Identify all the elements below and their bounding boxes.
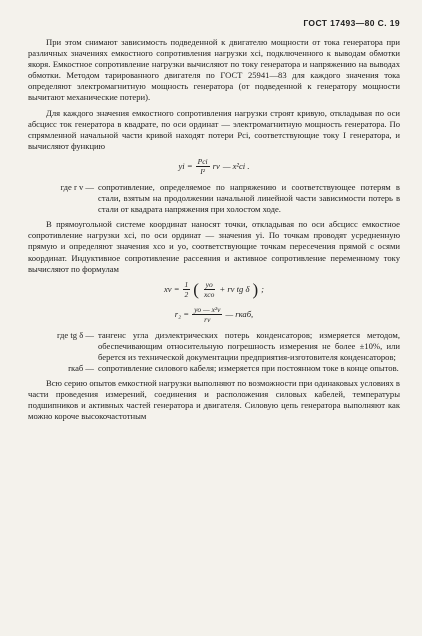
formula-xv-inner-fraction <box>202 280 216 299</box>
formula-xv-end: ; <box>261 284 265 295</box>
definition-term: где r v — <box>60 181 94 192</box>
definition-rcab <box>28 363 400 374</box>
formula-y-den: I² <box>200 166 206 176</box>
formula-r2-den: rv <box>204 314 211 324</box>
formula-xv-fraction <box>183 280 191 299</box>
definition-term: rкаб — <box>68 362 94 373</box>
formula-r2-lhs: r₂ = <box>174 309 190 320</box>
paragraph-2: Для каждого значения емкостного сопротивления нагрузки строят кривую, откладывая по оси абсцисс ток генератора в квадрате, по оси ординат — электромагнитную мощность генератора. По спрямленной начальной части кривой находят потери Pci, соответствующие току I генератора, и вычисляют функцию <box>28 107 400 151</box>
formula-xv-lhs: xv = <box>163 284 180 295</box>
formula-r2-fraction <box>192 305 222 324</box>
paren-close: ) <box>252 279 259 299</box>
definition-tg <box>28 330 400 363</box>
formula-y-lhs: yi = <box>178 161 193 172</box>
formula-xv-inner-num: yo <box>205 279 213 289</box>
formula-r2-num: yo — x²v <box>194 304 221 314</box>
definition-desc: сопротивление силового кабеля; измеряется при постоянном токе в конце опытов. <box>98 362 399 373</box>
formula-xv <box>28 280 400 299</box>
formula-y-mid: rv <box>212 161 220 172</box>
paragraph-4: Всю серию опытов емкостной нагрузки выполняют по возможности при одинаковых условиях в части проведения измерений, соединения и расположения силовых кабелей, температуры подшипников и активных частей генератора и двигателя. Силовую цепь генератора выполняют как можно короче высокочастотным <box>28 378 400 422</box>
page-header: ГОСТ 17493—80 С. 19 <box>303 18 400 28</box>
formula-xv-num: 1 <box>184 279 189 289</box>
formula-y-fraction <box>196 157 210 176</box>
definition-desc: тангенс угла диэлектрических потерь конденсаторов; измеряется методом, обеспечивающим относительную погрешность измерения не более ±10%, или берется из технической документации предприятия-изготовителя конденсаторов; <box>98 329 400 362</box>
paren-open: ( <box>193 279 199 299</box>
formula-r2-tail: — rкаб, <box>225 309 254 320</box>
definition-list-2 <box>28 330 400 374</box>
definition-term: где tg δ — <box>56 329 94 340</box>
formula-y-num: Pci <box>197 156 208 166</box>
formula-y <box>28 157 400 176</box>
paragraph-1: При этом снимают зависимость подведенной к двигателю мощности от тока генератора при различных значениях емкостного сопротивления нагрузки xci, подключенного к выводам обмотки якоря. Емкостное сопротивление нагрузки вычисляют по току генератора и напряжению на выводах обмотки. Методом тарированного двигателя по ГОСТ 25941—83 для каждого значения тока определяют электромагнитную мощность генератора (от подведенной к генератору мощности вычитают механические потери). <box>28 37 400 103</box>
formula-y-tail: — x²ci . <box>222 161 250 172</box>
formula-r2 <box>28 305 400 324</box>
formula-xv-inner-tail: + rv tg δ <box>219 284 250 295</box>
definition-list-1 <box>28 182 400 215</box>
formula-xv-inner-den: xco <box>203 289 215 299</box>
definition-desc: сопротивление, определяемое по напряжению и соответствующее потерям в стали, взятым на продолжении начальной линейной части зависимости потерь в стали от квадрата напряжения при холостом ходе. <box>98 181 400 215</box>
paragraph-3: В прямоугольной системе координат наносят точки, откладывая по оси абсцисс емкостное сопротивление нагрузки xci, по оси ординат — значения yi. По точкам проводят усредненную прямую и определяют значения xco и yo, соответствующие точкам пересечения прямой с осями координат. Индуктивное сопротивление рассеяния и активное сопротивление переменному току вычисляют по формулам <box>28 219 400 274</box>
definition-rv <box>28 182 400 215</box>
formula-xv-den: 2 <box>184 289 189 299</box>
